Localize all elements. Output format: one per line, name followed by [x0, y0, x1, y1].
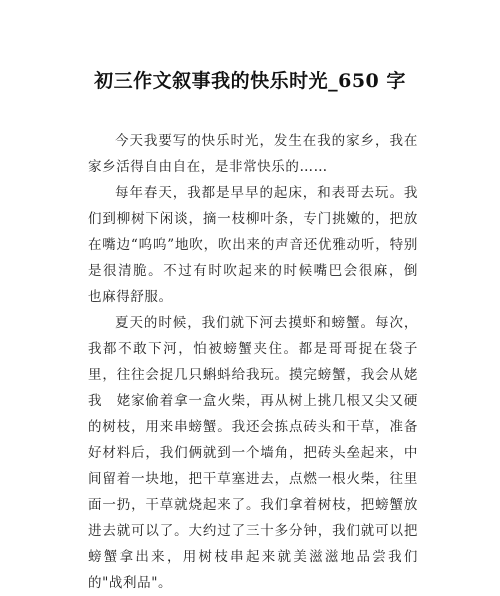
- paragraph-intro: 今天我要写的快乐时光，发生在我的家乡，我在家乡活得自由自在，是非常快乐的……: [88, 133, 418, 175]
- document-body: [88, 128, 433, 596]
- document-title: 初三作文叙事我的快乐时光_650 字: [94, 70, 406, 92]
- paragraph-spring: 每年春天，我都是早早的起床，和表哥去玩。我们到柳树下闲谈，摘一枝柳叶条，专门挑嫩的，把放在嘴边“呜呜”地吹，吹出来的声音还优雅动听，特别是很清脆。不过有时吹起来的时候嘴巴会很麻，倒 也麻得舒服。: [88, 185, 433, 305]
- paragraph-summer: 夏天的时候，我们就下河去摸虾和螃蟹。每次，我都不敢下河，怕被螃蟹夹住。都是哥哥捉在袋子里，往往会捉几只蝌蚪给我玩。摸完螃蟹，我会从姥我 姥家偷着拿一盒火柴，再从树上挑几根又尖又硬的树枝，用来串螃蟹。我还会拣点砖头和干草，准备好材料后，我们俩就到一个墙角，把砖头垒起来，中间留着一块地，把干草塞进去，点燃一根火柴，往里面一扔，干草就烧起来了。我们拿着树枝，把螃蟹放进去就可以了。大约过了三十多分钟，我们就可以把螃蟹拿出来，用树枝串起来就美滋滋地品尝我们的"战利品"。: [88, 315, 418, 591]
